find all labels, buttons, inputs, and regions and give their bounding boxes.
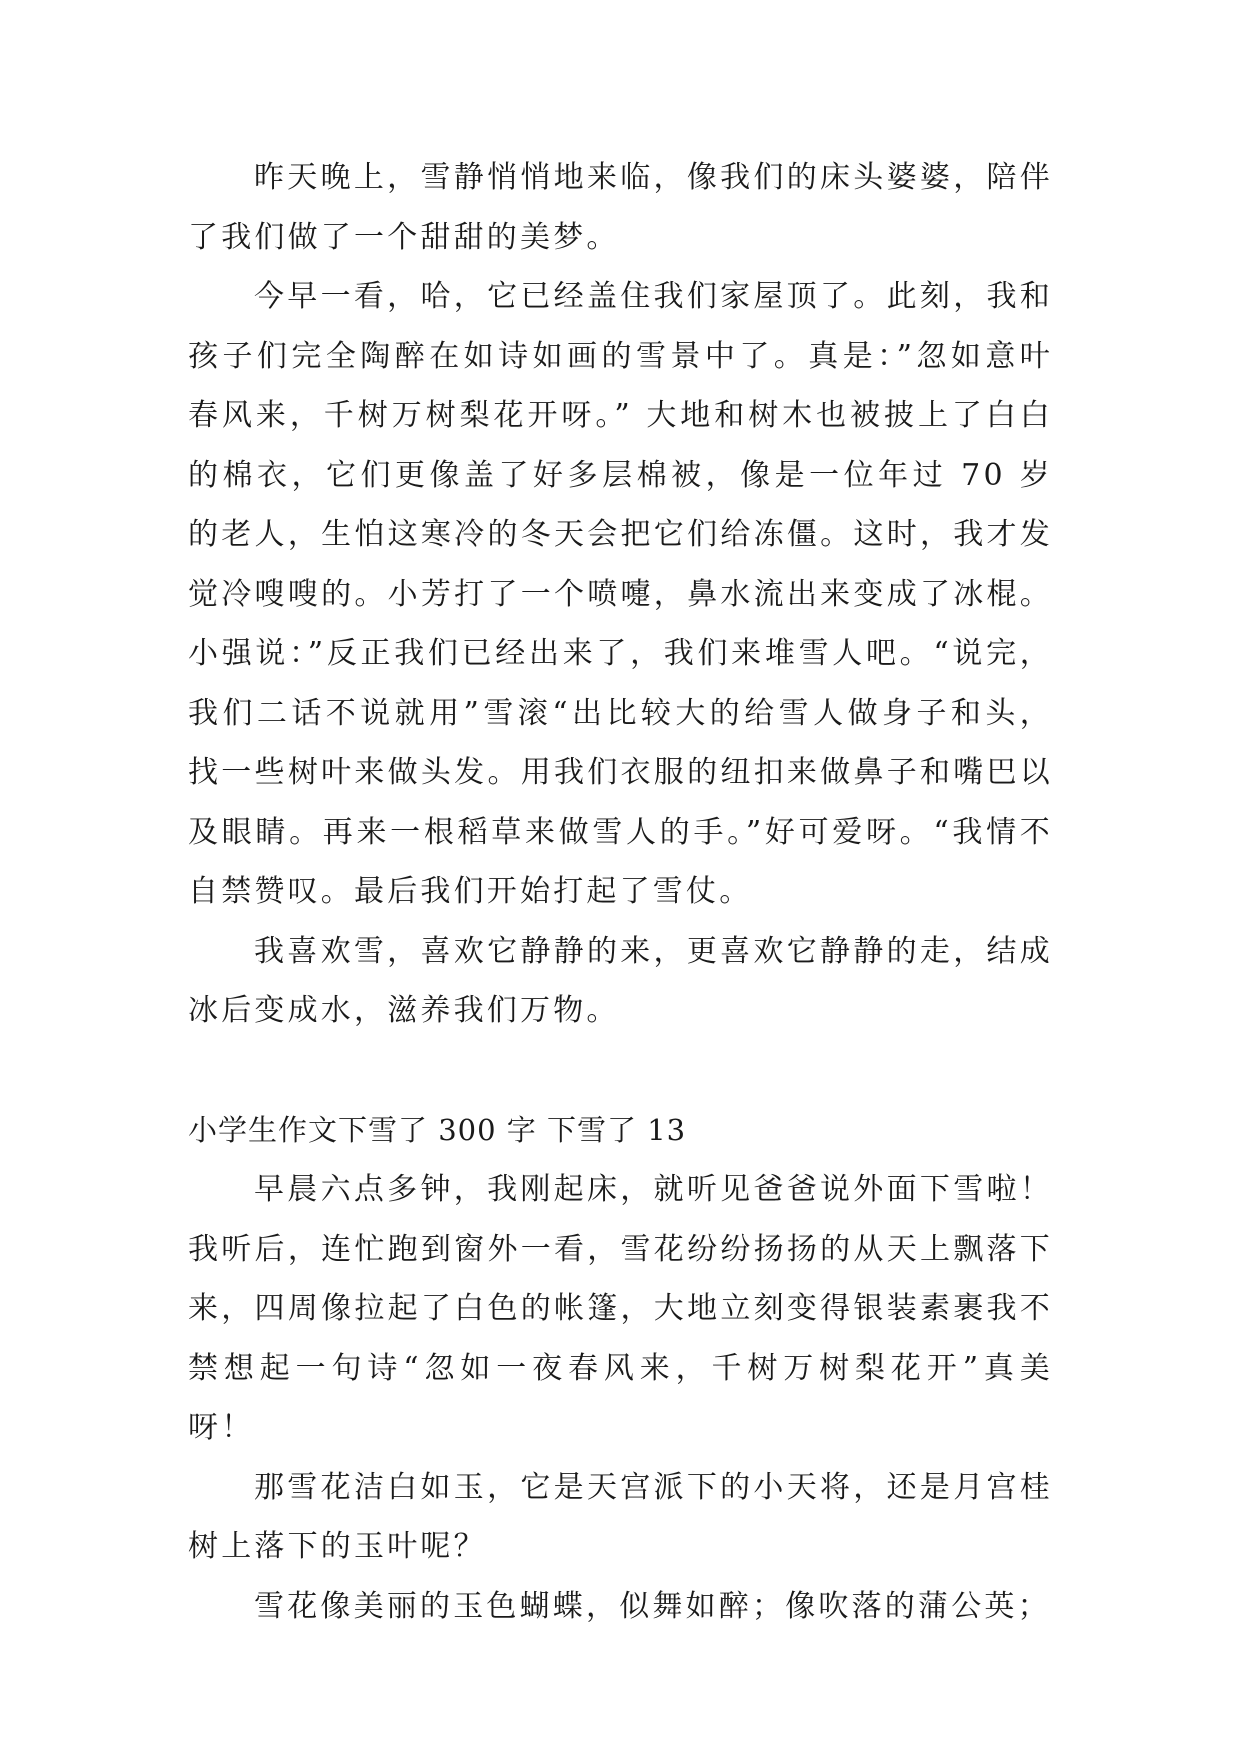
paragraph-snowflake-jade: 那雪花洁白如玉，它是天宫派下的小天将，还是月宫桂树上落下的玉叶呢？ bbox=[188, 1469, 1053, 1564]
paragraph-snowflake-butterfly: 雪花像美丽的玉色蝴蝶，似舞如醉；像吹落的蒲公英； bbox=[254, 1588, 1051, 1624]
document-body bbox=[188, 148, 1053, 1636]
paragraph-i-love-snow: 我喜欢雪，喜欢它静静的来，更喜欢它静静的走，结成冰后变成水，滋养我们万物。 bbox=[188, 933, 1053, 1028]
paragraph-morning-snowman: 今早一看，哈，它已经盖住我们家屋顶了。此刻，我和孩子们完全陶醉在如诗如画的雪景中了。真是：”忽如意叶春风来，千树万树梨花开呀。” 大地和树木也被披上了白白的棉衣，它们更像盖了好多层棉被，像是一位年过 70 岁的老人，生怕这寒冷的冬天会把它们给冻僵。这时，我才发觉冷嗖嗖的。小芳打了一个喷嚏，鼻水流出来变成了冰棍。小强说：”反正我们已经出来了，我们来堆雪人吧。“说完，我们二话不说就用”雪滚“出比较大的给雪人做身子和头，找一些树叶来做头发。用我们衣服的纽扣来做鼻子和嘴巴以及眼睛。再来一根稻草来做雪人的手。”好可爱呀。“我情不自禁赞叹。最后我们开始打起了雪仗。 bbox=[188, 279, 1053, 909]
paragraph-early-morning: 早晨六点多钟，我刚起床，就听见爸爸说外面下雪啦！我听后，连忙跑到窗外一看，雪花纷纷扬扬的从天上飘落下来，四周像拉起了白色的帐篷，大地立刻变得银装素裹我不禁想起一句诗“忽如一夜春风来，千树万树梨花开”真美呀！ bbox=[188, 1172, 1053, 1445]
paragraph-last-night-snow: 昨天晚上，雪静悄悄地来临，像我们的床头婆婆，陪伴了我们做了一个甜甜的美梦。 bbox=[188, 160, 1053, 255]
section-spacer bbox=[188, 1041, 1053, 1101]
essay-title: 小学生作文下雪了 300 字 下雪了 13 bbox=[188, 1112, 687, 1147]
